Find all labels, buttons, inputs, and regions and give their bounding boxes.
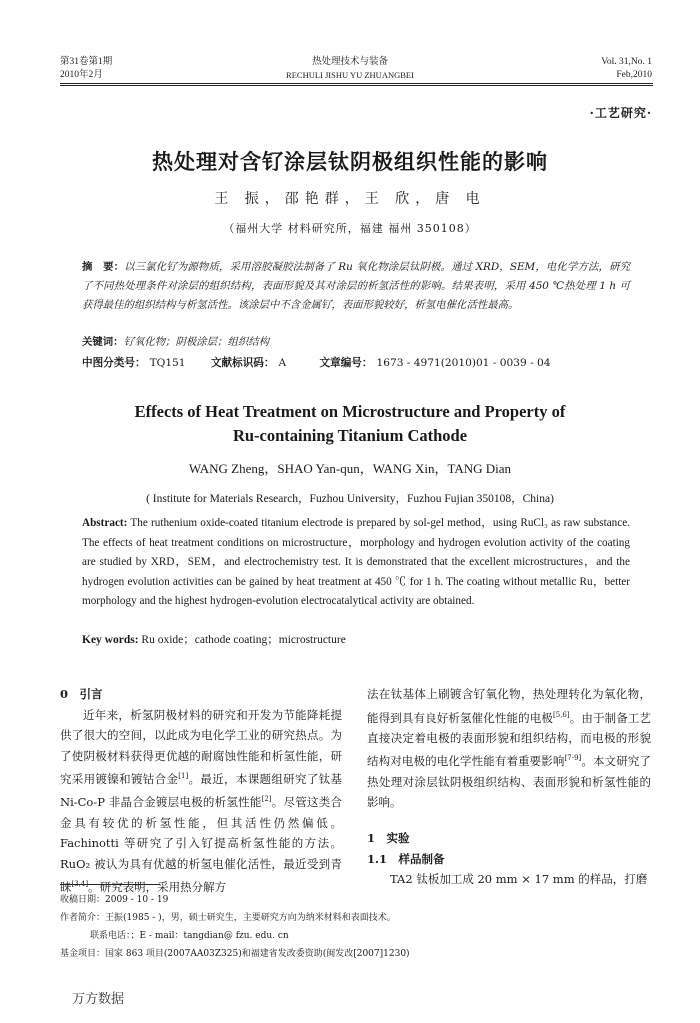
abstract-en-text: The ruthenium oxide-coated titanium electrode is prepared by sol-gel method，using RuCl₃ as raw substance. The effects of heat treatment conditions on microstructure，morphology and hydrogen evolution activity of the coating are studied by XRD，SEM，and electrochemistry test. It is demonstrated that the excellent microstructures，and the hydrogen evolution activities can be gained by heat treatment at 450 ℃ for 1 h. The coating without metallic Ru，better morphology and the highest hydrogen-evolution electrocatalytical activity are obtained. — [82, 517, 630, 608]
header-volume: Vol. 31,No. 1 Feb,2010 — [601, 57, 652, 80]
header-rule-thin — [60, 85, 653, 86]
section-tag: ·工艺研究· — [589, 106, 652, 120]
intro-paragraph — [60, 705, 342, 898]
footnote-rule — [60, 884, 160, 885]
keywords-en-label: Key words: — [82, 634, 139, 646]
doc-code-label: 文献标识码： — [210, 357, 275, 369]
watermark-text: 万方数据 — [72, 992, 125, 1007]
sample-prep-heading: 1.1 样品制备 — [367, 851, 445, 866]
citation-3-4: [3,4] — [71, 880, 89, 889]
authors-en: WANG Zheng，SHAO Yan-qun，WANG Xin，TANG Dian — [188, 461, 512, 476]
experiment-section — [367, 828, 651, 890]
intro-text-2: 。最近，本课题组研究了钛基 Ni-Co-P 非晶合金镀层电极的析氢性能 — [60, 771, 343, 810]
authors-zh: 王 振，邵艳群，王 欣，唐 电 — [214, 191, 486, 207]
article-number-value: 1673 - 4971(2010)01 - 0039 - 04 — [376, 357, 551, 369]
footnote-fund: 基金项目：国家 863 项目(2007AA03Z325)和福建省发改委资助(闽发改[2007]1230) — [60, 949, 410, 959]
citation-5-6: [5,6] — [553, 710, 570, 719]
paper-title-en-line2: Ru-containing Titanium Cathode — [232, 426, 468, 445]
body-right-column — [367, 684, 651, 813]
article-number-label: 文章编号： — [319, 357, 373, 369]
doc-code-value: A — [278, 357, 287, 369]
paper-title-zh: 热处理对含钌涂层钛阴极组织性能的影响 — [152, 149, 548, 174]
experiment-heading: 1 实验 — [367, 831, 410, 845]
right-text-2: 。由于制备工艺直接决定着电极的表面形貌和组织结构，而电极的形貌结构对电极的电化学性能有着重要影响 — [367, 710, 652, 769]
abstract-en-label: Abstract: — [82, 517, 128, 529]
keywords-zh-text: 钌氧化物；阴极涂层；组织结构 — [123, 336, 270, 348]
keywords-en — [82, 631, 346, 647]
abstract-en — [82, 514, 630, 612]
affiliation-en: ( Institute for Materials Research，Fuzhou University，Fuzhou Fujian 350108，China) — [146, 493, 554, 505]
citation-2: [2] — [261, 795, 272, 804]
keywords-zh-label: 关键词： — [82, 336, 124, 348]
right-text-1: 法在钛基体上刷镀含钌氧化物，热处理转化为氧化物，能得到具有良好析氢催化性能的电极 — [367, 687, 651, 725]
header-journal-name: 热处理技术与装备 RECHULI JISHU YU ZHUANGBEI — [286, 57, 414, 80]
classification-line — [82, 355, 555, 370]
citation-7-9: [7-9] — [564, 754, 582, 763]
intro-heading: 0 引言 — [60, 687, 103, 701]
header-rule — [60, 83, 653, 84]
footnote-contact: 联系电话：；E - mail：tangdian@ fzu. edu. cn — [90, 931, 289, 941]
clc-value: TQ151 — [149, 357, 186, 369]
intro-text-3: 。尽管这类合金具有较优的析氢性能，但其活性仍然偏低。Fachinotti 等研究了引入钌提高析氢性能的方法。RuO₂ 被认为具有优越的析氢电催化活性，最近受到青睐 — [60, 795, 342, 894]
citation-1: [1] — [178, 772, 189, 780]
footnote-bio: 作者简介：王振(1985 - )，男，硕士研究生，主要研究方向为纳米材料和表面技术。 — [60, 913, 396, 923]
right-text-3: 。本文研究了热处理对涂层钛阴极组织结构、表面形貌和析氢性能的影响。 — [367, 754, 652, 810]
header-journal-issue: 第31卷第1期 2010年2月 — [60, 57, 113, 80]
abstract-zh — [82, 258, 630, 315]
abstract-zh-text: 以三氯化钌为源物质，采用溶胶凝胶法制备了 Ru 氧化物涂层钛阴极。通过 XRD，SEM，电化学方法，研究了不同热处理条件对涂层的组织结构，表面形貌及其对涂层的析氢活性的影响。结果表明，采用 450 ℃热处理 1 h 可获得最佳的组织结构与析氢活性。该涂层中不含金属钌，表面形貌较好，析氢电催化活性最高。 — [82, 261, 631, 311]
keywords-zh — [82, 333, 269, 348]
affiliation-zh: （福州大学 材料研究所，福建 福州 350108） — [223, 222, 477, 235]
intro-text-4: 。研究表明，采用热分解方 — [88, 879, 227, 894]
right-paragraph — [367, 684, 651, 813]
footnote-received: 收稿日期：2009 - 10 - 19 — [60, 895, 169, 905]
intro-text-1: 近年来，析氢阴极材料的研究和开发为节能降耗提供了很大的空间，以此成为电化学工业的研究热点。为了使阴极材料获得更优越的耐腐蚀性能和析氢性能，研究采用镀镍和镀钴合金 — [60, 707, 342, 786]
keywords-en-text: Ru oxide；cathode coating；microstructure — [138, 634, 346, 646]
body-left-column — [60, 684, 342, 897]
experiment-paragraph: TA2 钛板加工成 20 mm × 17 mm 的样品，打磨 — [390, 872, 648, 886]
abstract-zh-label: 摘 要： — [82, 261, 125, 273]
clc-label: 中图分类号： — [82, 357, 146, 369]
paper-title-en — [0, 400, 700, 448]
paper-title-en-line1: Effects of Heat Treatment on Microstructure and Property of — [134, 402, 566, 421]
